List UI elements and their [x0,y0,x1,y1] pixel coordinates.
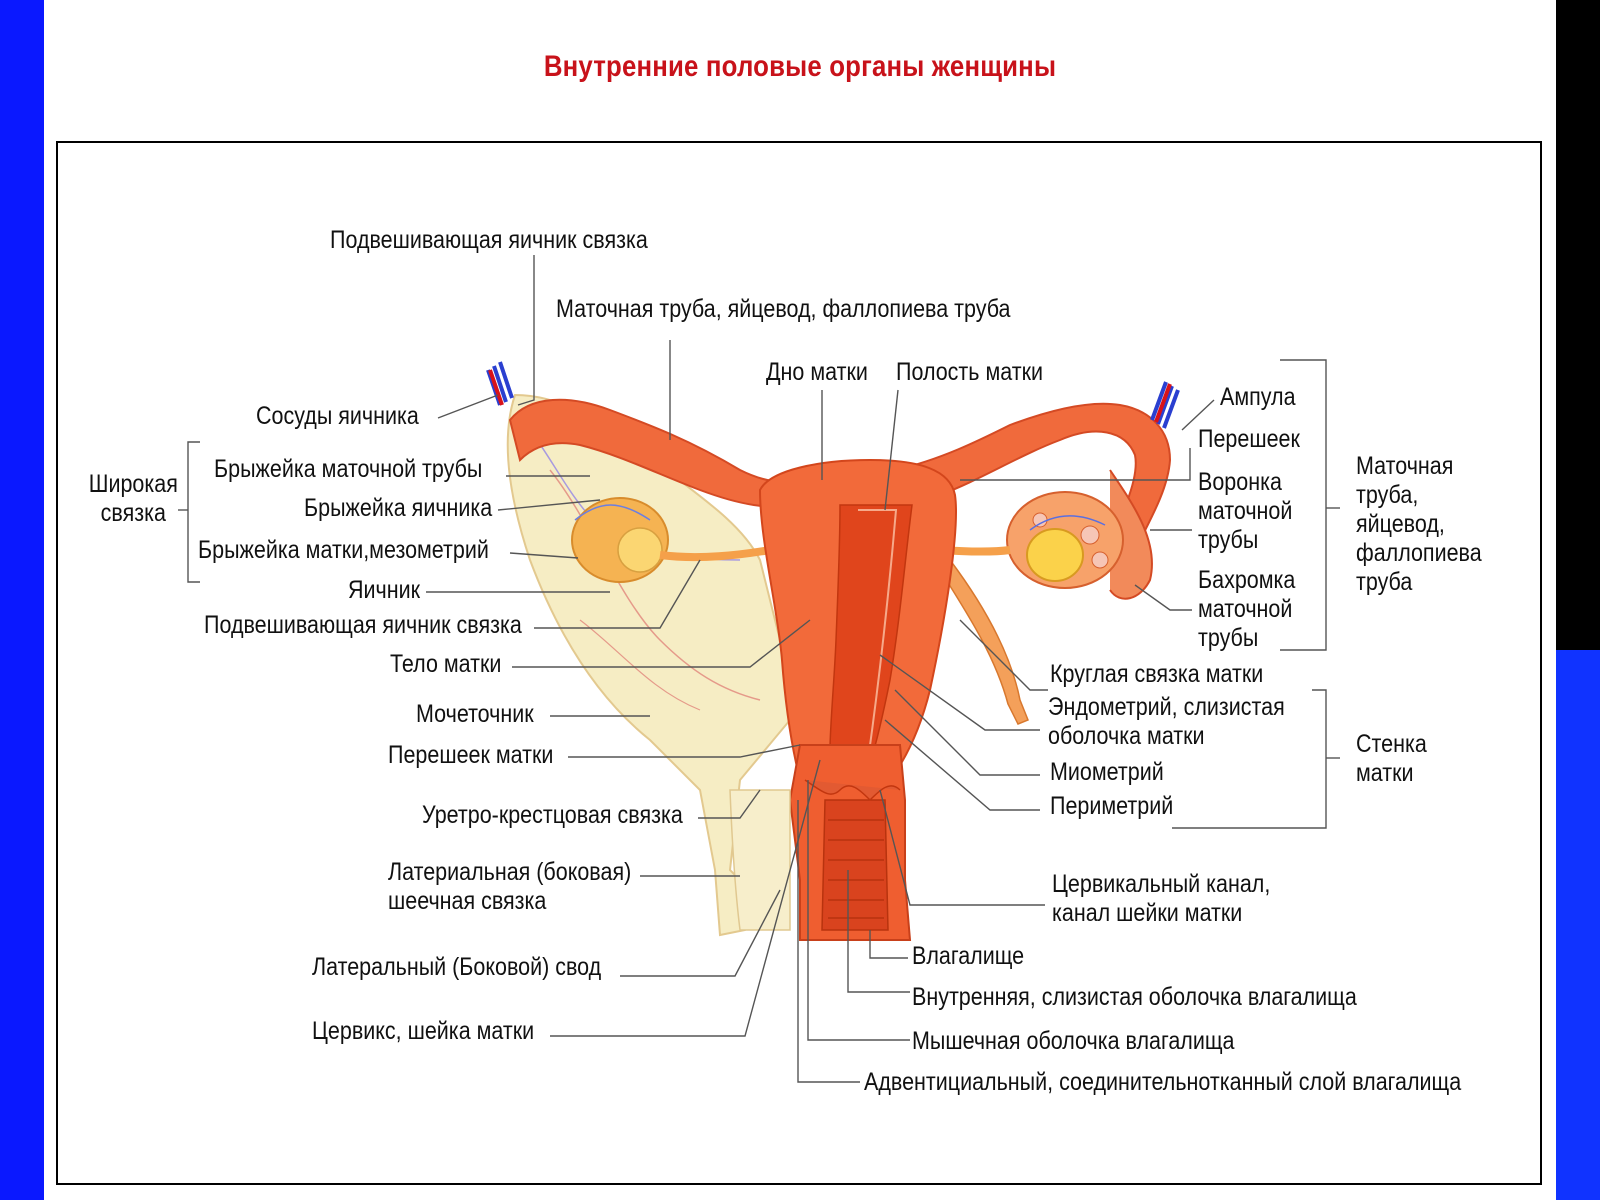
label-vagina-adventitia: Адвентициальный, соединительнотканный слой влагалища [864,1068,1462,1096]
label-mesosalpinx: Брыжейка маточной трубы [214,455,483,483]
round-ligament-shape [940,560,1028,724]
label-fallopian-tube-group: Маточная труба, яйцевод, фаллопиева труба [1356,452,1482,596]
label-lateral-cervical-ligament: Латериальная (боковая) шеечная связка [388,858,632,915]
label-round-ligament: Круглая связка матки [1050,660,1264,688]
slide-title: Внутренние половые органы женщины [543,50,1057,83]
label-cervix: Цервикс, шейка матки [312,1017,535,1045]
label-fimbriae: Бахромка маточной трубы [1198,566,1296,652]
label-fundus: Дно матки [766,358,868,386]
label-mesometrium: Брыжейка матки,мезометрий [198,536,489,564]
label-uterus-body: Тело матки [390,650,502,678]
label-uterosacral-ligament: Уретро-крестцовая связка [422,801,683,829]
label-vagina-muscular: Мышечная оболочка влагалища [912,1027,1235,1055]
label-suspensory-ligament-left: Подвешивающая яичник связка [204,611,522,639]
label-cervical-canal: Цервикальный канал, канал шейки матки [1052,870,1271,927]
label-tube-isthmus: Перешеек [1198,425,1300,453]
label-isthmus-uteri: Перешеек матки [388,741,554,769]
label-vagina-mucosa: Внутренняя, слизистая оболочка влагалища [912,983,1357,1011]
label-perimetrium: Периметрий [1050,792,1174,820]
label-endometrium: Эндометрий, слизистая оболочка матки [1048,693,1285,750]
label-ureter: Мочеточник [416,700,534,728]
label-infundibulum: Воронка маточной трубы [1198,468,1293,554]
label-ovary: Яичник [348,576,421,604]
label-vagina: Влагалище [912,942,1025,970]
label-uterine-wall-group: Стенка матки [1356,730,1427,787]
label-fallopian-tube-top: Маточная труба, яйцевод, фаллопиева труба [556,295,1011,323]
label-uterine-cavity: Полость матки [896,358,1043,386]
label-myometrium: Миометрий [1050,758,1164,786]
label-lateral-fornix: Латеральный (Боковой) свод [312,953,602,981]
label-mesovarium: Брыжейка яичника [304,494,493,522]
label-suspensory-ligament-top: Подвешивающая яичник связка [330,226,648,254]
label-broad-ligament: Широкая связка [88,470,178,527]
label-ovarian-vessels: Сосуды яичника [256,402,419,430]
label-ampulla: Ампула [1220,383,1296,411]
